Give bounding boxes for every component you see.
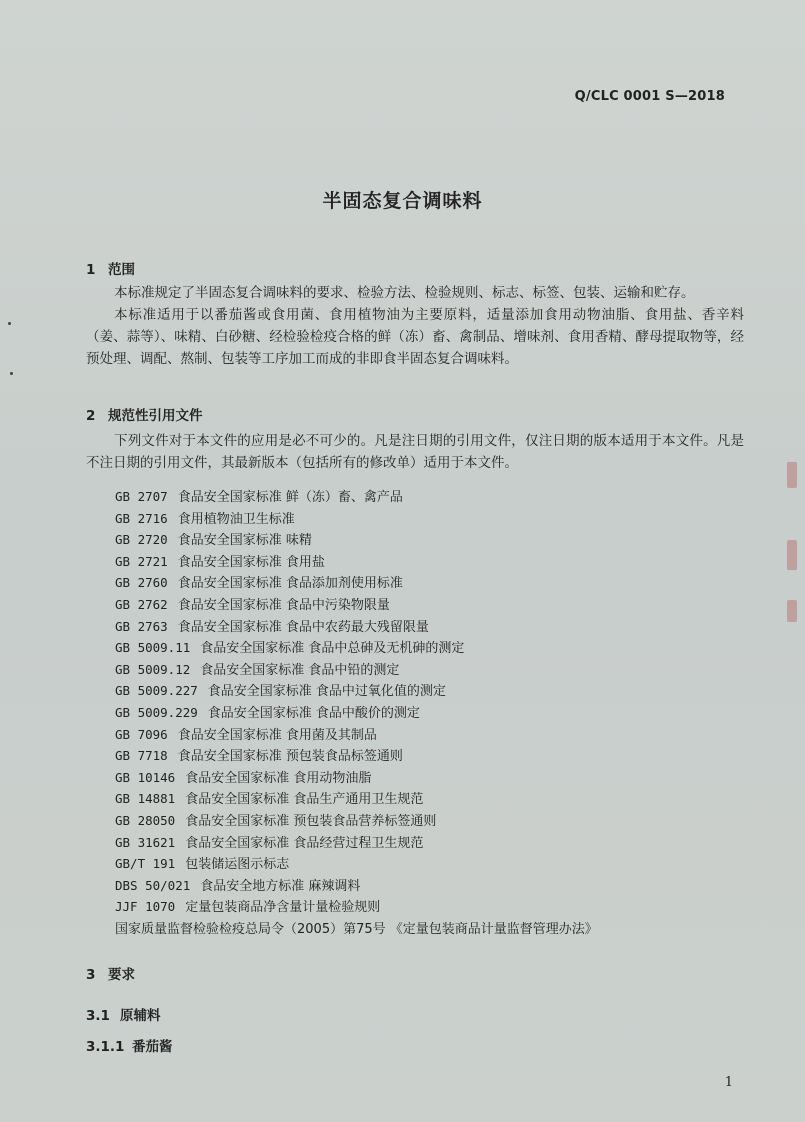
section-2-heading xyxy=(86,404,203,424)
section-title: 番茄酱 xyxy=(132,1039,173,1055)
reference-name: 食品安全国家标准 食品经营过程卫生规范 xyxy=(185,835,424,851)
scan-speck xyxy=(8,322,11,325)
reference-code: GB 7096 xyxy=(115,726,168,742)
section-3-heading xyxy=(86,963,135,983)
reference-item xyxy=(115,853,598,875)
reference-code: GB 2707 xyxy=(115,489,168,504)
reference-item xyxy=(115,788,598,810)
reference-code: GB 28050 xyxy=(115,812,176,828)
reference-name: 食品安全国家标准 食用菌及其制品 xyxy=(177,727,377,743)
reference-code: GB 10146 xyxy=(115,769,176,785)
reference-code: GB 5009.227 xyxy=(115,683,198,699)
reference-item xyxy=(115,551,598,573)
reference-code: GB 5009.12 xyxy=(115,661,191,677)
reference-name: 食品安全国家标准 食品中总砷及无机砷的测定 xyxy=(200,641,465,657)
reference-item xyxy=(115,572,598,594)
reference-item xyxy=(115,680,598,702)
section-1-paragraph-2: 本标准适用于以番茄酱或食用菌、食用植物油为主要原料，适量添加食用动物油脂、食用盐、香辛料（姜、蒜等）、味精、白砂糖、经检验检疫合格的鲜（冻）畜、禽制品、增味剂、食用香精、酵母提取物等，经预处理、调配、熬制、包装等工序加工而成的非即食半固态复合调味料。 xyxy=(86,307,744,367)
document-title: 半固态复合调味料 xyxy=(322,190,483,212)
section-title: 原辅料 xyxy=(120,1008,161,1024)
reference-name: 食品安全国家标准 预包装食品营养标签通则 xyxy=(185,813,437,829)
reference-name: 食用植物油卫生标准 xyxy=(177,511,295,527)
reference-name: 食品安全国家标准 食品中过氧化值的测定 xyxy=(207,684,446,700)
reference-item xyxy=(115,508,598,530)
reference-code: GB 2763 xyxy=(115,618,168,634)
stamp-fragment xyxy=(787,462,797,488)
reference-name: 食品安全国家标准 食品生产通用卫生规范 xyxy=(185,792,424,808)
reference-name: 食品安全国家标准 食品添加剂使用标准 xyxy=(177,576,403,592)
reference-item xyxy=(115,724,598,746)
reference-item xyxy=(115,896,598,918)
reference-item xyxy=(115,637,598,659)
scan-speck xyxy=(10,372,13,375)
page-number: 1 xyxy=(724,1075,733,1090)
reference-item xyxy=(115,832,598,854)
reference-name: 食品安全国家标准 食用动物油脂 xyxy=(185,770,372,786)
reference-code: DBS 50/021 xyxy=(115,877,191,893)
section-number: 3.1.1 xyxy=(86,1039,125,1055)
reference-code: GB 2721 xyxy=(115,553,168,569)
reference-item xyxy=(115,767,598,789)
section-number: 1 xyxy=(86,262,96,278)
stamp-fragment xyxy=(787,540,797,570)
reference-code: GB 14881 xyxy=(115,791,176,807)
reference-name: 食品安全地方标准 麻辣调料 xyxy=(200,878,361,894)
section-title: 规范性引用文件 xyxy=(108,408,203,424)
reference-name: 食品安全国家标准 食用盐 xyxy=(177,554,325,570)
reference-item xyxy=(115,918,598,940)
section-number: 2 xyxy=(86,408,96,424)
reference-code: GB/T 191 xyxy=(115,856,176,872)
reference-code: GB 2760 xyxy=(115,575,168,591)
reference-item xyxy=(115,745,598,767)
section-title: 要求 xyxy=(108,967,135,983)
section-1-heading xyxy=(86,258,135,278)
reference-item xyxy=(115,486,598,508)
reference-item xyxy=(115,616,598,638)
section-number: 3.1 xyxy=(86,1008,110,1024)
reference-name: 包装储运图示标志 xyxy=(185,857,290,873)
section-number: 3 xyxy=(86,967,96,983)
reference-name: 食品安全国家标准 食品中酸价的测定 xyxy=(207,705,420,721)
reference-code: GB 5009.11 xyxy=(115,640,191,656)
reference-code: GB 7718 xyxy=(115,748,168,764)
reference-name: 食品安全国家标准 预包装食品标签通则 xyxy=(177,749,403,765)
reference-name: 定量包装商品净含量计量检验规则 xyxy=(185,900,381,916)
reference-name: 食品安全国家标准 食品中污染物限量 xyxy=(177,597,390,613)
reference-item xyxy=(115,702,598,724)
section-3-1-1-heading xyxy=(86,1035,173,1055)
reference-code: JJF 1070 xyxy=(115,899,176,915)
reference-name: 食品安全国家标准 鲜（冻）畜、禽产品 xyxy=(177,490,403,505)
reference-item xyxy=(115,594,598,616)
document-code: Q/CLC 0001 S—2018 xyxy=(574,89,725,104)
section-title: 范围 xyxy=(108,262,135,278)
reference-name: 食品安全国家标准 食品中铅的测定 xyxy=(200,662,400,678)
reference-item xyxy=(115,659,598,681)
reference-item xyxy=(115,875,598,897)
stamp-fragment xyxy=(787,600,797,622)
reference-name: 食品安全国家标准 食品中农药最大残留限量 xyxy=(177,619,429,635)
reference-code: GB 31621 xyxy=(115,834,176,850)
reference-name: 食品安全国家标准 味精 xyxy=(177,533,312,549)
section-1-paragraph-1: 本标准规定了半固态复合调味料的要求、检验方法、检验规则、标志、标签、包装、运输和贮存。 xyxy=(114,285,695,301)
reference-code: GB 2716 xyxy=(115,510,168,526)
reference-item xyxy=(115,810,598,832)
reference-code: GB 2762 xyxy=(115,596,168,612)
reference-name: 国家质量监督检验检疫总局令（2005）第75号 《定量包装商品计量监督管理办法》 xyxy=(115,921,598,937)
reference-item xyxy=(115,529,598,551)
reference-code: GB 5009.229 xyxy=(115,704,198,720)
section-3-1-heading xyxy=(86,1004,161,1024)
normative-references-list xyxy=(115,486,598,939)
section-2-intro: 下列文件对于本文件的应用是必不可少的。凡是注日期的引用文件，仅注日期的版本适用于本文件。凡是不注日期的引用文件，其最新版本（包括所有的修改单）适用于本文件。 xyxy=(86,433,744,471)
reference-code: GB 2720 xyxy=(115,532,168,548)
